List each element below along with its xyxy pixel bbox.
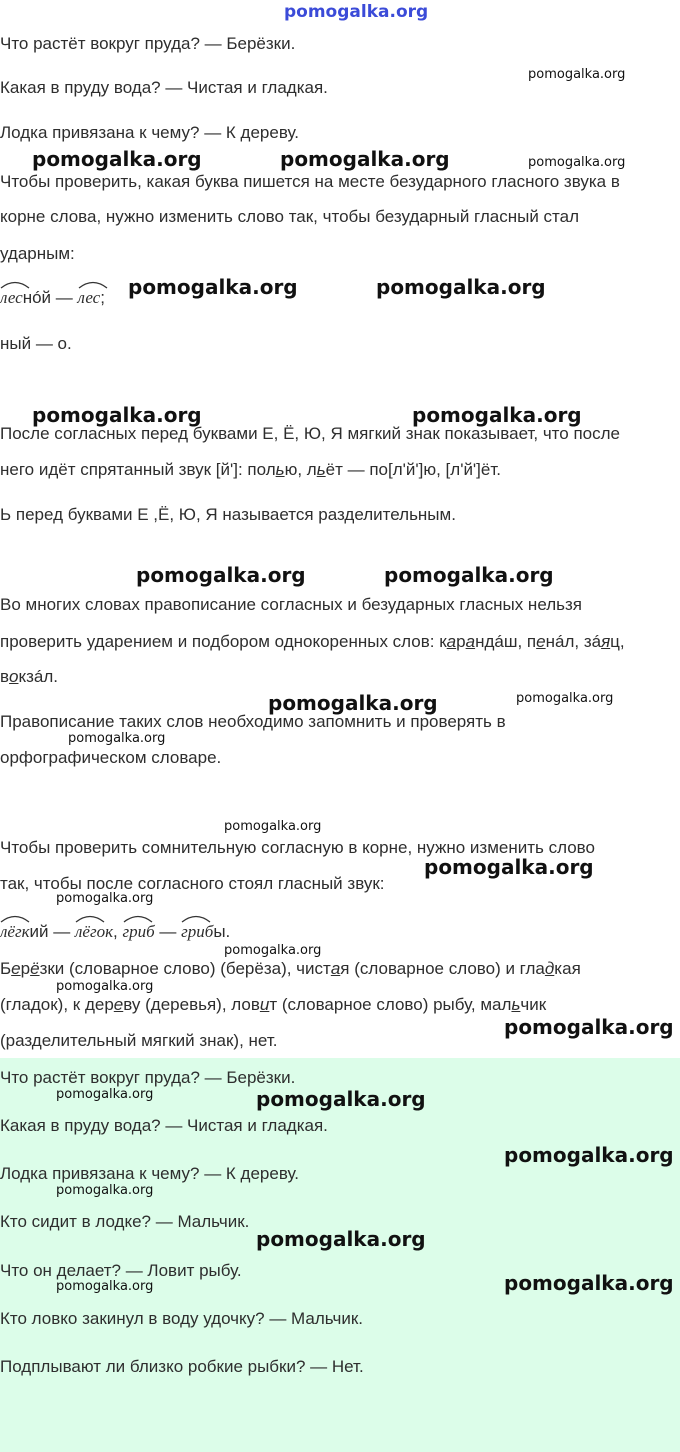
watermark[interactable]: pomogalka.org [68,731,166,746]
text-fragment: него идёт спрятанный звук [й']: пол [0,460,276,479]
root-mark [181,922,213,942]
underlined-letter: и [259,995,270,1014]
root-arc-icon [75,913,105,923]
answer-line: Что растёт вокруг пруда? — Берёзки. [0,1068,296,1087]
text-line: Лодка привязана к чему? — К дереву. [0,123,300,142]
root-mark [0,922,30,942]
text-line: Ь перед буквами Е ,Ё, Ю, Я называется разделительным. [0,505,456,524]
root-mark [0,288,23,308]
text-line: После согласных перед буквами Е, Ё, Ю, Я мягкий знак показывает, что после [0,424,620,443]
watermark[interactable]: pomogalka.org [268,691,438,715]
text-fragment: ндáш, п [475,632,537,651]
text-fragment: р [20,959,31,978]
text-line: Что растёт вокруг пруда? — Берёзки. [0,34,296,53]
text-fragment: кзáл. [18,667,59,686]
answer-line: Что он делает? — Ловит рыбу. [0,1261,242,1280]
watermark[interactable]: pomogalka.org [224,943,322,958]
root-text: лёгк [0,922,30,941]
underlined-letter: ь [275,460,285,479]
text-line: (разделительный мягкий знак), нет. [0,1031,278,1050]
watermark[interactable]: pomogalka.org [128,275,298,299]
text-fragment: з [39,959,48,978]
watermark[interactable]: pomogalka.org [424,855,594,879]
watermark[interactable]: pomogalka.org [224,819,322,834]
underlined-letter: е [536,632,546,651]
underlined-letter: а [330,959,341,978]
text-line [0,667,58,687]
answer-line: Кто сидит в лодке? — Мальчик. [0,1212,250,1231]
text-fragment: ки (словарное слово) (берёза), чист [47,959,331,978]
root-arc-icon [0,913,30,923]
underlined-letter: ь [511,995,521,1014]
watermark[interactable]: pomogalka.org [136,563,306,587]
text-fragment: я (словарное слово) и гла [340,959,545,978]
text-fragment: Б [0,959,12,978]
text-fragment: кая [554,959,581,978]
text-fragment: ий — [29,922,75,941]
text-line [0,995,546,1015]
watermark[interactable]: pomogalka.org [504,1271,674,1295]
text-line: Какая в пруду вода? — Чистая и гладкая. [0,78,328,97]
text-fragment: ёт — по[л'й']ю, [л'й']ёт. [325,460,501,479]
watermark[interactable]: pomogalka.org [32,147,202,171]
watermark[interactable]: pomogalka.org [56,979,154,994]
text-fragment: т (словарное слово) рыбу, мал [269,995,512,1014]
root-arc-icon [0,279,30,289]
text-line: орфографическом словаре. [0,748,222,767]
text-fragment: в [0,667,10,686]
root-arc-icon [123,913,153,923]
root-mark [123,922,155,942]
text-line: ударным: [0,244,75,263]
text-fragment: ; [100,288,105,307]
watermark[interactable]: pomogalka.org [504,1015,674,1039]
watermark[interactable]: pomogalka.org [516,691,614,706]
answer-line: Кто ловко закинул в воду удочку? — Мальчик. [0,1309,364,1328]
text-fragment: проверить ударением и подбором однокоренных слов: к [0,632,447,651]
watermark[interactable]: pomogalka.org [56,1087,154,1102]
text-fragment: р [456,632,466,651]
text-fragment: — [154,922,182,941]
underlined-letter: е [11,959,21,978]
text-line [0,460,501,480]
watermark[interactable]: pomogalka.org [384,563,554,587]
underlined-letter: д [544,959,555,978]
watermark[interactable]: pomogalka.org [256,1087,426,1111]
root-arc-icon [78,279,108,289]
text-fragment: ц, [610,632,625,651]
underlined-letter: ё [30,959,40,978]
text-fragment: ву (деревья), лов [123,995,260,1014]
watermark[interactable]: pomogalka.org [504,1143,674,1167]
text-fragment: чик [520,995,547,1014]
text-fragment: (гладок), к дер [0,995,114,1014]
underlined-letter: ь [316,460,326,479]
text-line: Правописание таких слов необходимо запомнить и проверять в [0,712,506,731]
root-mark [78,288,101,308]
underlined-letter: а [465,632,476,651]
root-example-line [0,922,230,942]
text-line: так, чтобы после согласного стоял гласный звук: [0,874,385,893]
answer-line: Подплывают ли близко робкие рыбки? — Нет. [0,1357,364,1376]
underlined-letter: я [601,632,611,651]
root-text: гриб [181,922,214,941]
watermark[interactable]: pomogalka.org [256,1227,426,1251]
root-text: лес [0,288,23,307]
root-text: лес [77,288,101,307]
text-fragment: , [113,922,123,941]
root-text: лёгок [75,922,114,941]
root-mark [75,922,113,942]
underlined-letter: е [113,995,124,1014]
watermark[interactable]: pomogalka.org [56,1279,154,1294]
text-line: Во многих словах правописание согласных и безударных гласных нельзя [0,595,582,614]
text-line: ный — о. [0,334,72,353]
watermark[interactable]: pomogalka.org [280,147,450,171]
top-watermark[interactable]: pomogalka.org [284,2,429,22]
text-line: Чтобы проверить сомнительную согласную в корне, нужно изменить слово [0,838,595,857]
root-text: гриб [122,922,155,941]
text-line: Чтобы проверить, какая буква пишется на месте безударного гласного звука в [0,172,620,191]
watermark[interactable]: pomogalka.org [32,403,202,427]
text-line: корне слова, нужно изменить слово так, чтобы безударный гласный стал [0,207,580,226]
watermark[interactable]: pomogalka.org [56,891,154,906]
text-fragment: ы. [213,922,231,941]
text-fragment: нáл, зá [545,632,602,651]
watermark[interactable]: pomogalka.org [56,1183,154,1198]
watermark[interactable]: pomogalka.org [376,275,546,299]
text-fragment: ю, л [284,460,317,479]
watermark[interactable]: pomogalka.org [412,403,582,427]
root-arc-icon [181,913,211,923]
text-line [0,959,581,979]
underlined-letter: а [446,632,457,651]
watermark[interactable]: pomogalka.org [528,67,626,82]
answer-line: Какая в пруду вода? — Чистая и гладкая. [0,1116,328,1135]
watermark[interactable]: pomogalka.org [528,155,626,170]
text-fragment: нóй — [22,288,78,307]
root-example-line [0,288,105,308]
answer-line: Лодка привязана к чему? — К дереву. [0,1164,300,1183]
text-line [0,632,625,652]
underlined-letter: о [9,667,19,686]
